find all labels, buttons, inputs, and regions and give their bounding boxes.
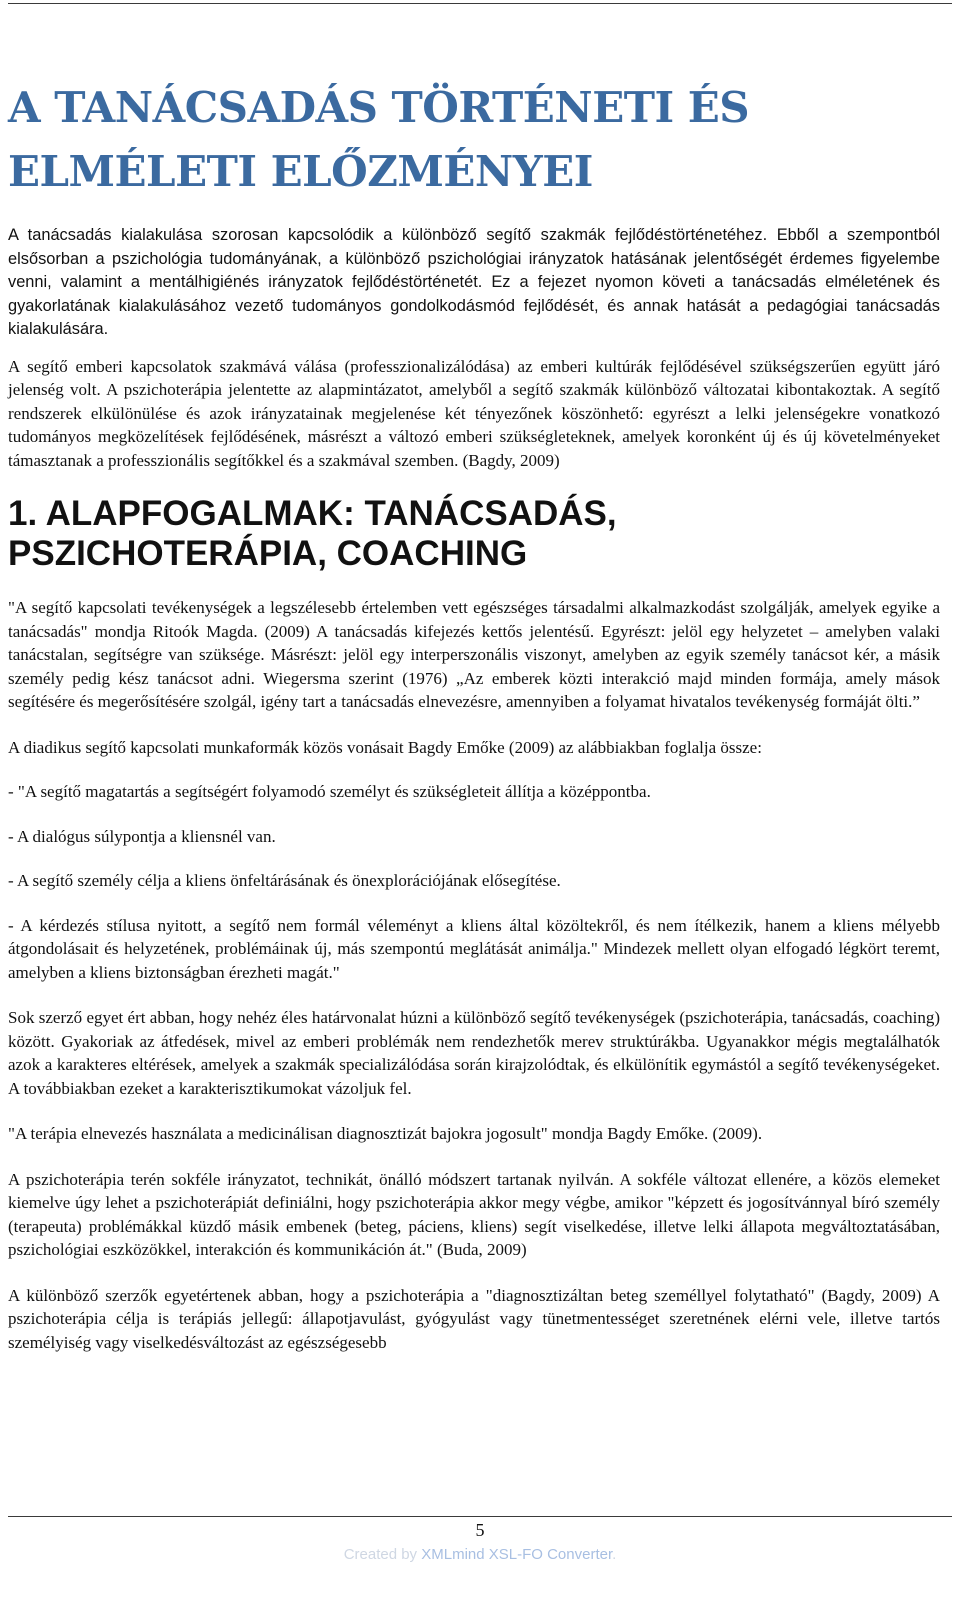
section-heading-line-1: 1. ALAPFOGALMAK: TANÁCSADÁS,	[8, 494, 617, 533]
list-item: - A kérdezés stílusa nyitott, a segítő nem formál véleményt a kliens által közöltekről, és nem ítélkezik, hanem a kliens mélyebb átgondolásait és helyzetének, problémáinak új, más szempontú meglátását animálja." Mindezek mellett olyan elfogadó légkört teremt, amelyben a kliens biztonságban érezheti magát."	[8, 915, 940, 982]
list-item: - A segítő személy célja a kliens önfeltárásának és önexplorációjának elősegítése.	[8, 871, 561, 890]
section-paragraph-2: A diadikus segítő kapcsolati munkaformák közös vonásait Bagdy Emőke (2009) az alábbiakban foglalja össze:	[8, 737, 762, 757]
section-paragraph-3: Sok szerző egyet ért abban, hogy nehéz éles határvonalat húzni a különböző segítő tevékenységek (pszichoterápia, tanácsadás, coaching) között. Gyakoriak az átfedések, mivel az emberi problémák nem rendezhetők merev struktúrákba. Ugyanakkor mégis megtalálhatók azok a karakteres eltérések, amelyek a szakmák specializálódása során kirajzolódtak, és elkülönítik egymástól a segítő tevékenységeket. A továbbiakban ezeket a karakterisztikumokat vázoljuk fel.	[8, 1008, 940, 1098]
intro-paragraph-1: A tanácsadás kialakulása szorosan kapcsolódik a különböző segítő szakmák fejlődéstörténetéhez. Ebből a szempontból elsősorban a pszichológia tudományának, a különböző pszichológiai irányzatok hatásának jelentőségét érdemes figyelembe venni, valamint a mentálhigiénés irányzatok fejlődéstörténetét. Ez a fejezet nyomon követi a tanácsadás elméletének és gyakorlatának kialakulásához vezető tudományos gondolkodásmód fejlődését, és annak hatását a pedagógiai tanácsadás kialakulására.	[8, 226, 940, 338]
header-rule	[8, 3, 952, 4]
section-paragraph-1: "A segítő kapcsolati tevékenységek a legszélesebb értelemben vett egészséges társadalmi alkalmazkodást szolgálják, amelyek egyike a tanácsadás" mondja Ritoók Magda. (2009) A tanácsadás kifejezés kettős jelentésű. Egyrészt: jelöl egy helyzetet – amelyben valaki tanácstalan, segítségre van szüksége. Másrészt: jelöl egy interperszonális viszonyt, amelyben az egyik személy tanácsot kér, a másik személy pedig kész tanácsot adni. Wiegersma szerint (1976) „Az emberek közti interakció majd minden formája, amely mások segítésére és megerősítésére szolgál, igény tart a tanácsadás elnevezésre, amennyiben a folyamat hivatalos tevékenység formáját ölti.”	[8, 598, 940, 711]
converter-credit	[0, 1546, 960, 1563]
credit-suffix: .	[612, 1546, 617, 1563]
document-page	[8, 76, 940, 1354]
list-item: - A dialógus súlypontja a kliensnél van.	[8, 826, 276, 846]
intro-paragraph-2: A segítő emberi kapcsolatok szakmává válása (professzionalizálódása) az emberi kultúrák fejlődésével szükségszerűen együtt járó jelenség volt. A pszichoterápia jelentette az alapmintázatot, amelyből a segítő szakmák különböző változatai kibontakoztak. A segítő rendszerek elkülönülése és azok irányzatainak megjelenése két tényezőnek köszönhető: egyrészt a lelki jelenségekre vonatkozó tudományos megközelítések fejlődésének, másrészt a változó emberi szükségleteknek, amelyek koronként új és új követelményeket támasztanak a professzionális segítőkkel és a szakmával szemben. (Bagdy, 2009)	[8, 356, 940, 470]
list-item: - "A segítő magatartás a segítségért folyamodó személyt és szükségleteit állítja a középpontba.	[8, 782, 651, 801]
section-paragraph-5: A pszichoterápia terén sokféle irányzatot, technikát, önálló módszert tartanak nyilván. A sokféle változat ellenére, a közös elemeket kiemelve úgy lehet a pszichoterápiát definiálni, hogy pszichoterápia akkor megy végbe, amikor "képzett és jogosítvánnyal bíró személy (terapeuta) problémákkal küzdő másik embenek (beteg, páciens, kliens) segít viselkedése, illetve lelki állapota megváltoztatásában, pszichológiai eszközökkel, interakción és kommunikáción át." (Buda, 2009)	[8, 1169, 940, 1259]
converter-link[interactable]: XMLmind XSL-FO Converter	[421, 1546, 613, 1563]
section-paragraph-4: "A terápia elnevezés használata a medicinálisan diagnosztizát bajokra jogosult" mondja Bagdy Emőke. (2009).	[8, 1124, 763, 1143]
chapter-title-line-2: ELMÉLETI ELŐZMÉNYEI	[8, 147, 593, 196]
page-number: 5	[475, 1520, 485, 1540]
section-paragraph-6: A különböző szerzők egyetértenek abban, hogy a pszichoterápia a "diagnosztizáltan beteg személlyel folytatható" (Bagdy, 2009) A pszichoterápia célja is terápiás jellegű: állapotjavulást, gyógyulást vagy tünetmentességet szeretnének elérni vele, illetve tartós személyiség vagy viselkedésváltozást az egészségesebb	[8, 1285, 940, 1352]
section-heading-line-2: PSZICHOTERÁPIA, COACHING	[8, 534, 528, 573]
footer-rule	[8, 1516, 952, 1517]
credit-prefix: Created by	[343, 1546, 422, 1563]
chapter-title	[8, 76, 940, 204]
chapter-title-line-1: A TANÁCSADÁS TÖRTÉNETI ÉS	[8, 83, 750, 132]
section-heading	[8, 494, 940, 574]
